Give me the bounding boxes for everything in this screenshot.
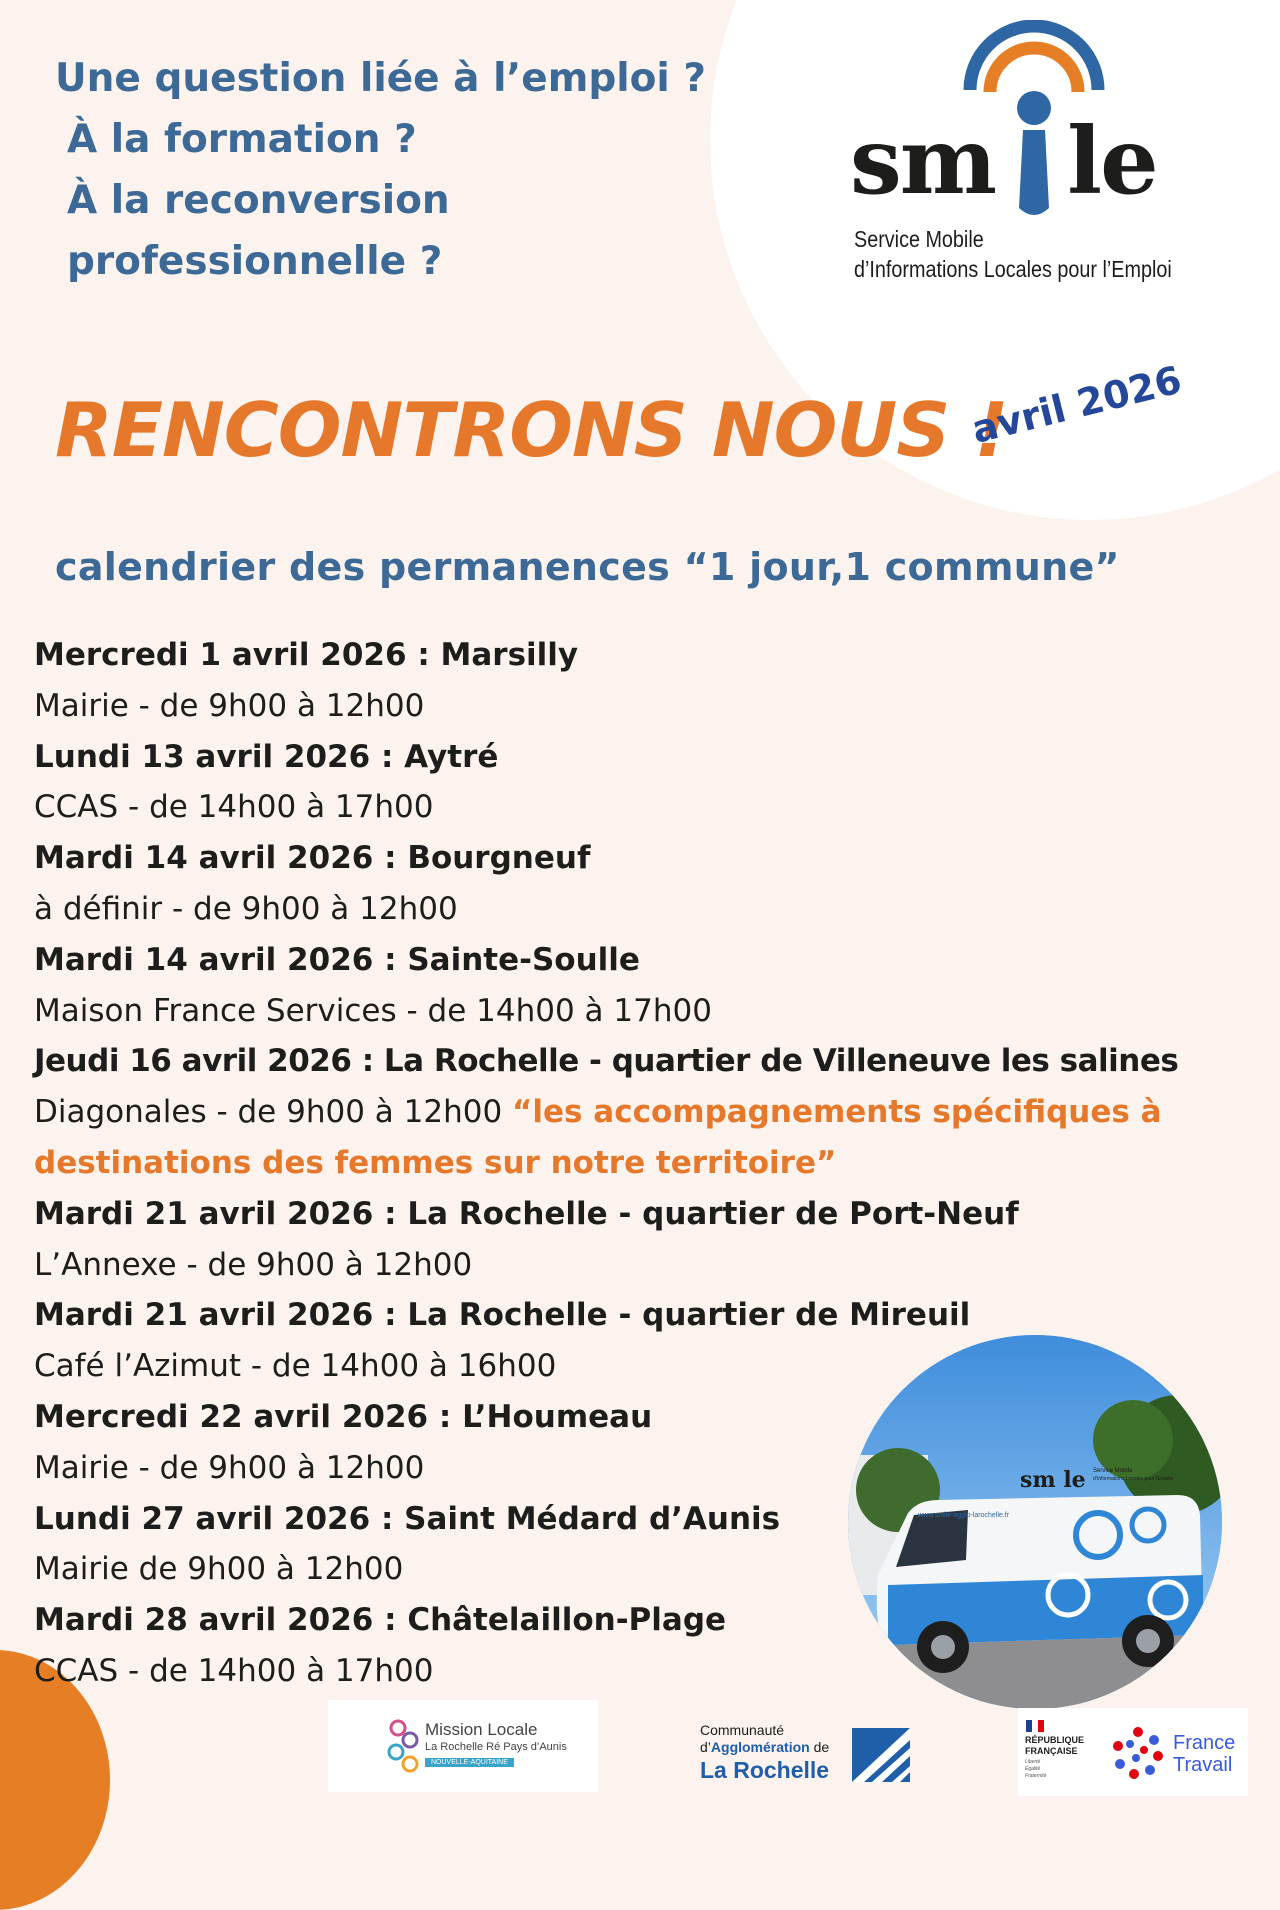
intro-line-2: À la formation ?	[67, 117, 417, 162]
republique-line-2: FRANÇAISE	[1025, 1746, 1078, 1756]
mission-locale-area: La Rochelle Ré Pays d’Aunis	[425, 1741, 567, 1753]
intro-questions	[55, 48, 706, 292]
republique-line-1: RÉPUBLIQUE	[1025, 1735, 1085, 1745]
event-title: Mardi 14 avril 2026 : Bourgneuf	[34, 840, 591, 877]
event-detail: Mairie - de 9h00 à 12h00	[34, 687, 425, 724]
event-title: Mercredi 1 avril 2026 : Marsilly	[34, 637, 579, 673]
schedule-item	[34, 1189, 1178, 1291]
intro-line-4: professionnelle ?	[67, 239, 443, 284]
republique-motto-2: Égalité	[1025, 1766, 1041, 1772]
event-title: Lundi 13 avril 2026 : Aytré	[34, 738, 499, 775]
event-detail: Maison France Services - de 14h00 à 17h00	[34, 992, 712, 1029]
logo-subtitle-line-1: Service Mobile	[854, 226, 984, 252]
agglo-line-1: Communauté	[700, 1722, 785, 1738]
event-detail: Mairie - de 9h00 à 12h00	[34, 1449, 425, 1486]
event-detail: à définir - de 9h00 à 12h00	[34, 890, 458, 927]
schedule-item	[34, 833, 1178, 935]
event-detail: Café l’Azimut - de 14h00 à 16h00	[34, 1348, 557, 1385]
france-travail-line-2: Travail	[1173, 1754, 1233, 1776]
van-url-text: www.smile-agglo-larochelle.fr	[918, 1512, 1010, 1519]
event-title: Lundi 27 avril 2026 : Saint Médard d’Aunis	[34, 1500, 781, 1537]
logo-subtitle-line-2: d’Informations Locales pour l’Emploi	[854, 256, 1172, 282]
smile-logo-subtitle	[854, 224, 1172, 284]
event-title: Jeudi 16 avril 2026 : La Rochelle - quartier de Villeneuve les salines	[34, 1043, 1179, 1080]
agglo-logo-icon	[852, 1728, 910, 1782]
schedule-item	[34, 935, 1178, 1037]
event-title: Mardi 14 avril 2026 : Sainte-Soulle	[34, 941, 640, 978]
event-title: Mercredi 22 avril 2026 : L’Houmeau	[34, 1398, 653, 1435]
van-side-text-2: d’Informations Locales pour l’Emploi	[1093, 1476, 1174, 1482]
event-detail: CCAS - de 14h00 à 17h00	[34, 789, 434, 826]
french-flag-icon	[1026, 1720, 1044, 1732]
event-detail-text: Diagonales - de 9h00 à 12h00	[34, 1094, 503, 1131]
event-highlight-line-2: destinations des femmes sur notre territoire”	[34, 1144, 837, 1181]
france-travail-icon	[1110, 1724, 1166, 1780]
republique-motto-3: Fraternité	[1025, 1773, 1047, 1779]
intro-line-3: À la reconversion	[67, 178, 450, 223]
event-detail: CCAS - de 14h00 à 17h00	[34, 1652, 434, 1689]
van-side-text-1: Service Mobile	[1093, 1468, 1133, 1474]
event-detail: L’Annexe - de 9h00 à 12h00	[34, 1246, 473, 1283]
event-title: Mardi 21 avril 2026 : La Rochelle - quartier de Mireuil	[34, 1297, 971, 1334]
agglo-line-2: d’Agglomération de	[700, 1739, 830, 1755]
mission-locale-badge: NOUVELLE-AQUITAINE	[425, 1758, 514, 1767]
schedule-subtitle: calendrier des permanences “1 jour,1 commune”	[55, 545, 1120, 589]
smile-logo	[850, 20, 1250, 290]
event-detail-with-highlight	[34, 1087, 1178, 1138]
event-highlight-line-1: “les accompagnements spécifiques à	[512, 1094, 1162, 1131]
mission-locale-icon	[384, 1718, 428, 1778]
page-headline: RENCONTRONS NOUS !	[55, 386, 1008, 474]
event-title: Mardi 21 avril 2026 : La Rochelle - quartier de Port-Neuf	[34, 1195, 1019, 1232]
smile-logo-word: sm le	[850, 107, 1157, 215]
mission-locale-name: Mission Locale	[425, 1720, 538, 1739]
partner-agglo-la-rochelle	[700, 1722, 920, 1790]
schedule-item	[34, 630, 1178, 732]
van-illustration	[848, 1335, 1222, 1709]
van-logo-text: sm le	[1020, 1467, 1086, 1493]
schedule-item	[34, 732, 1178, 834]
event-title: Mardi 28 avril 2026 : Châtelaillon-Plage	[34, 1602, 727, 1639]
month-label: avril 2026	[967, 357, 1186, 452]
event-detail: Mairie de 9h00 à 12h00	[34, 1551, 404, 1588]
republique-motto-1: Liberté	[1025, 1759, 1041, 1765]
van-photo	[848, 1335, 1222, 1709]
partner-france-travail	[1018, 1708, 1248, 1796]
partner-mission-locale	[328, 1700, 598, 1792]
agglo-line-3: La Rochelle	[700, 1757, 830, 1783]
france-travail-line-1: France	[1173, 1732, 1236, 1754]
intro-line-1: Une question liée à l’emploi ?	[55, 56, 706, 101]
schedule-item	[34, 1036, 1178, 1188]
